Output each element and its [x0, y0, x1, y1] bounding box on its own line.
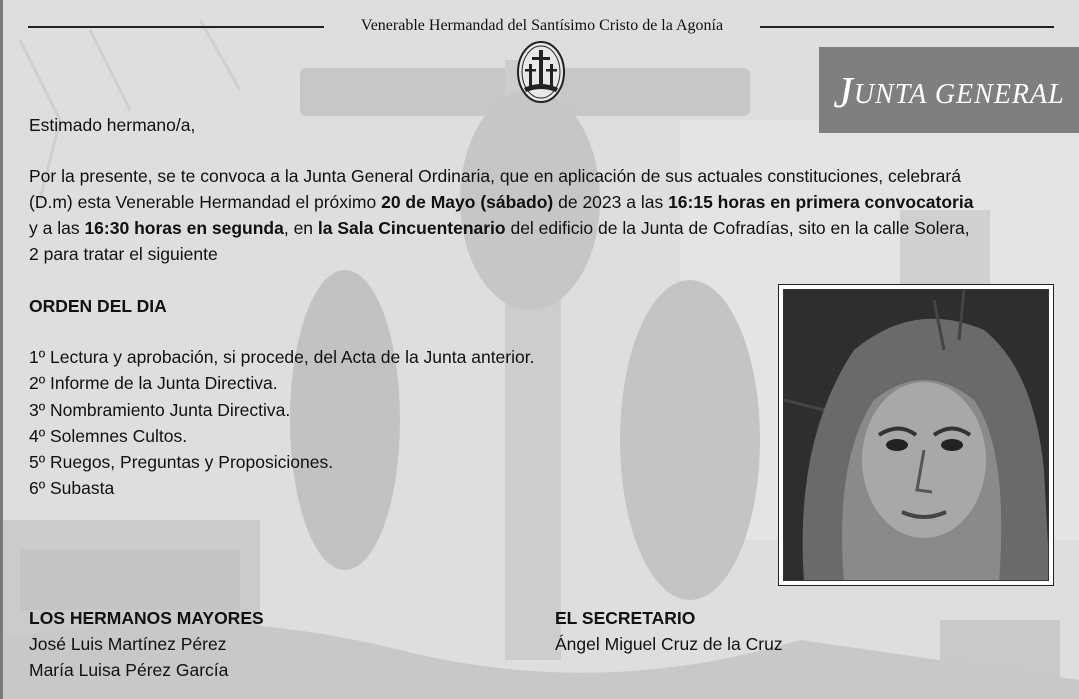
header-rule-right: [760, 26, 1054, 28]
paragraph-line-1: Por la presente, se te convoca a la Junta General Ordinaria, que en aplicación de sus actuales constituciones, celebrará: [29, 166, 961, 186]
meeting-venue: la Sala Cincuentenario: [317, 218, 506, 238]
signature-left-title: LOS HERMANOS MAYORES: [29, 608, 264, 628]
paragraph-line-2: (D.m) esta Venerable Hermandad el próximo 20 de Mayo (sábado) de 2023 a las 16:15 horas en primera convocatoria: [29, 192, 974, 212]
agenda-item: 5º Ruegos, Preguntas y Proposiciones.: [29, 452, 334, 473]
agenda-item: 6º Subasta: [29, 478, 115, 499]
greeting: Estimado hermano/a,: [29, 115, 196, 135]
brotherhood-name: Venerable Hermandad del Santísimo Cristo de la Agonía: [360, 17, 724, 34]
paragraph-line-3: y a las 16:30 horas en segunda, en la Sala Cincuentenario del edificio de la Junta de Cofradías, sito en la calle Solera,: [29, 218, 970, 238]
agenda-item: 1º Lectura y aprobación, si procede, del Acta de la Junta anterior.: [29, 347, 535, 367]
section-title: JUNTA GENERAL: [833, 68, 1065, 117]
signature-left-name: María Luisa Pérez García: [29, 660, 229, 680]
three-crosses-seal-icon: [516, 40, 566, 104]
second-call-time: 16:30 horas en segunda: [84, 218, 284, 238]
header-rule-left: [28, 26, 324, 28]
agenda-title: ORDEN DEL DIA: [29, 296, 167, 316]
agenda-item: 2º Informe de la Junta Directiva.: [29, 373, 278, 394]
meeting-date: 20 de Mayo (sábado): [381, 192, 554, 212]
christ-face-photo: [783, 289, 1049, 581]
signature-right-name: Ángel Miguel Cruz de la Cruz: [555, 634, 783, 654]
first-call-time: 16:15 horas en primera convocatoria: [668, 192, 974, 212]
agenda-item: 3º Nombramiento Junta Directiva.: [29, 399, 291, 420]
agenda-item: 4º Solemnes Cultos.: [29, 425, 188, 446]
agenda-list: [29, 344, 534, 502]
signature-left-name: José Luis Martínez Pérez: [29, 634, 227, 654]
signature-right-title: EL SECRETARIO: [555, 608, 696, 628]
paragraph-line-4: 2 para tratar el siguiente: [29, 244, 218, 264]
left-edge-border: [0, 0, 3, 699]
photo-frame: [778, 284, 1054, 586]
section-banner: [819, 47, 1079, 133]
christ-face-illustration: [784, 290, 1049, 581]
